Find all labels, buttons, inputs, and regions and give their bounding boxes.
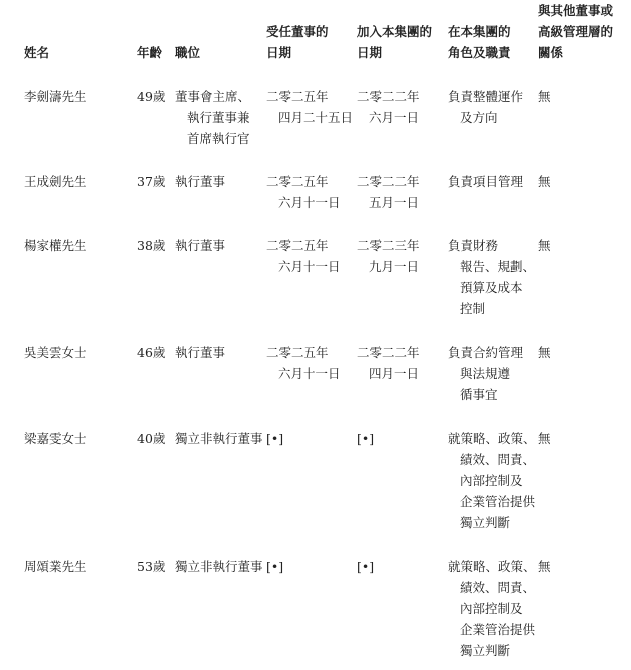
appointed-date: [•]	[266, 559, 284, 574]
joined-date: 二零二二年 四月一日	[357, 345, 420, 381]
director-name: 周頌業先生	[24, 559, 87, 574]
director-position: 執行董事	[175, 174, 226, 189]
director-age: 49歲	[137, 89, 166, 104]
header-name: 姓名	[24, 45, 50, 60]
header-joined-date: 加入本集團的 日期	[357, 24, 433, 60]
header-appointed-date: 受任董事的 日期	[266, 24, 329, 60]
role-responsibilities: 負責財務 報告、規劃、 預算及成本 控制	[448, 238, 536, 316]
role-responsibilities: 負責整體運作 及方向	[448, 89, 524, 125]
role-responsibilities: 就策略、政策、 績效、問責、 內部控制及 企業管治提供 獨立判斷	[448, 559, 536, 658]
director-position: 執行董事	[175, 345, 226, 360]
role-responsibilities: 負責合約管理 與法規遵 循事宜	[448, 345, 524, 402]
director-name: 吳美雲女士	[24, 345, 87, 360]
role-responsibilities: 負責項目管理	[448, 174, 524, 189]
header-age: 年齡	[137, 45, 163, 60]
director-name: 李劍濤先生	[24, 89, 87, 104]
relationship: 無	[538, 559, 551, 574]
director-age: 37歲	[137, 174, 166, 189]
relationship: 無	[538, 89, 551, 104]
joined-date: [•]	[357, 431, 375, 446]
appointed-date: 二零二五年 四月二十五日	[266, 89, 354, 125]
header-position: 職位	[175, 45, 201, 60]
joined-date: 二零二三年 九月一日	[357, 238, 420, 274]
relationship: 無	[538, 431, 551, 446]
header-relationship: 與其他董事或 高級管理層的 關係	[538, 3, 614, 60]
appointed-date: 二零二五年 六月十一日	[266, 345, 341, 381]
relationship: 無	[538, 345, 551, 360]
appointed-date: [•]	[266, 431, 284, 446]
director-age: 46歲	[137, 345, 166, 360]
director-name: 楊家權先生	[24, 238, 87, 253]
director-age: 53歲	[137, 559, 166, 574]
director-position: 執行董事	[175, 238, 226, 253]
joined-date: [•]	[357, 559, 375, 574]
role-responsibilities: 就策略、政策、 績效、問責、 內部控制及 企業管治提供 獨立判斷	[448, 431, 536, 530]
director-age: 38歲	[137, 238, 166, 253]
relationship: 無	[538, 238, 551, 253]
director-position: 獨立非執行董事	[175, 431, 263, 446]
joined-date: 二零二二年 五月一日	[357, 174, 420, 210]
director-age: 40歲	[137, 431, 166, 446]
header-role: 在本集團的 角色及職責	[448, 24, 511, 60]
joined-date: 二零二二年 六月一日	[357, 89, 420, 125]
director-position: 獨立非執行董事	[175, 559, 263, 574]
director-name: 梁嘉雯女士	[24, 431, 87, 446]
relationship: 無	[538, 174, 551, 189]
director-position: 董事會主席、 執行董事兼 首席執行官	[175, 89, 251, 146]
appointed-date: 二零二五年 六月十一日	[266, 238, 341, 274]
appointed-date: 二零二五年 六月十一日	[266, 174, 341, 210]
director-name: 王成劍先生	[24, 174, 87, 189]
